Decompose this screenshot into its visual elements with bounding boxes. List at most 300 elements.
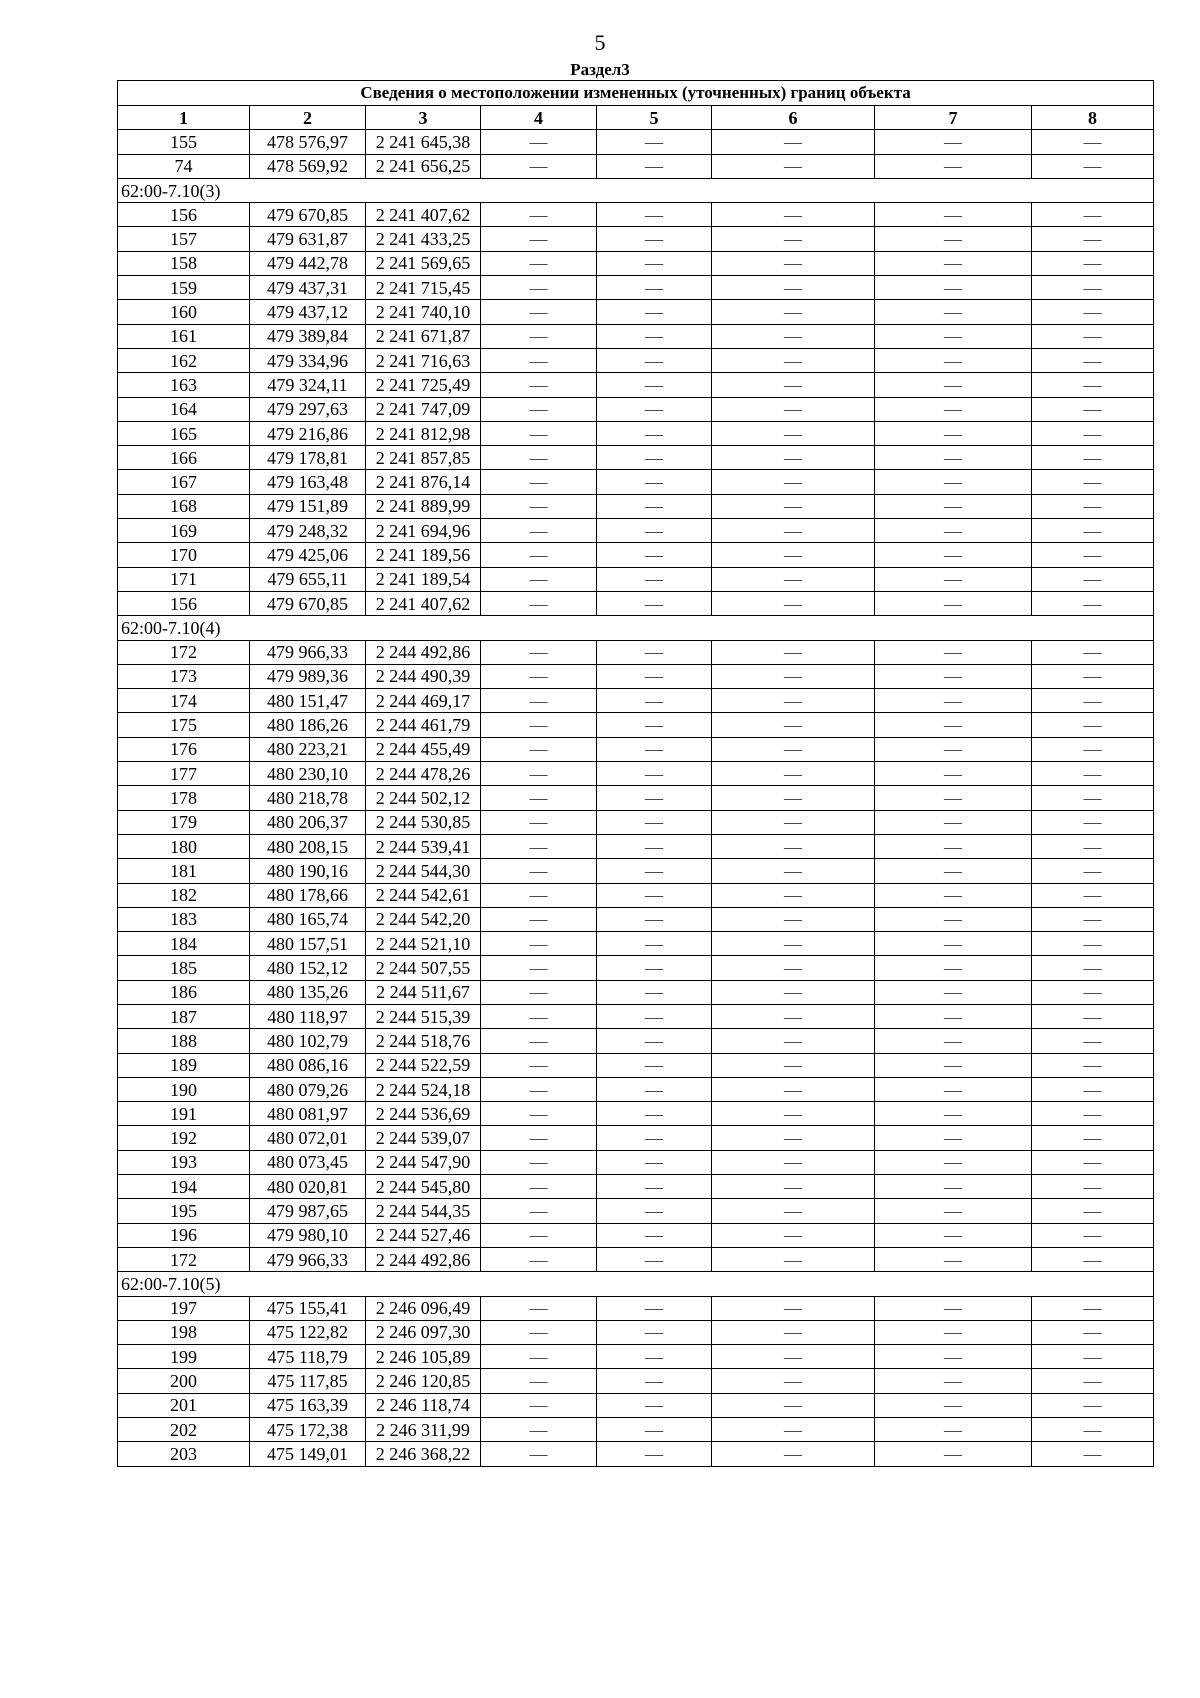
- empty-mark-col-8: —: [1032, 276, 1154, 300]
- empty-mark-col-7: —: [875, 373, 1032, 397]
- empty-mark-col-8: —: [1032, 1418, 1154, 1442]
- empty-mark-col-5: —: [597, 300, 712, 324]
- empty-mark-col-7: —: [875, 1199, 1032, 1223]
- empty-mark-col-7: —: [875, 1053, 1032, 1077]
- empty-mark-col-6: —: [712, 154, 875, 178]
- empty-mark-col-5: —: [597, 932, 712, 956]
- group-label: 62:00-7.10(4): [118, 616, 1154, 640]
- table-row: [118, 834, 1154, 858]
- point-number-cell: 166: [118, 446, 250, 470]
- empty-mark-col-8: —: [1032, 956, 1154, 980]
- point-number-cell: 175: [118, 713, 250, 737]
- empty-mark-col-7: —: [875, 348, 1032, 372]
- y-coordinate-cell: 2 246 311,99: [366, 1418, 481, 1442]
- table-row: [118, 1418, 1154, 1442]
- empty-mark-col-4: —: [481, 1077, 597, 1101]
- empty-mark-col-5: —: [597, 1369, 712, 1393]
- y-coordinate-cell: 2 246 118,74: [366, 1393, 481, 1417]
- empty-mark-col-6: —: [712, 980, 875, 1004]
- empty-mark-col-4: —: [481, 810, 597, 834]
- point-number-cell: 202: [118, 1418, 250, 1442]
- empty-mark-col-6: —: [712, 664, 875, 688]
- section-title: Раздел3: [570, 60, 630, 79]
- point-number-cell: 159: [118, 276, 250, 300]
- point-number-cell: 199: [118, 1345, 250, 1369]
- empty-mark-col-5: —: [597, 1442, 712, 1466]
- x-coordinate-cell: 480 186,26: [250, 713, 366, 737]
- y-coordinate-cell: 2 241 889,99: [366, 494, 481, 518]
- empty-mark-col-7: —: [875, 1077, 1032, 1101]
- column-header-4: 4: [481, 106, 597, 130]
- empty-mark-col-6: —: [712, 1175, 875, 1199]
- x-coordinate-cell: 479 655,11: [250, 567, 366, 591]
- point-number-cell: 164: [118, 397, 250, 421]
- empty-mark-col-6: —: [712, 421, 875, 445]
- x-coordinate-cell: 480 072,01: [250, 1126, 366, 1150]
- empty-mark-col-6: —: [712, 203, 875, 227]
- empty-mark-col-6: —: [712, 1223, 875, 1247]
- empty-mark-col-7: —: [875, 251, 1032, 275]
- empty-mark-col-4: —: [481, 421, 597, 445]
- empty-mark-col-7: —: [875, 446, 1032, 470]
- point-number-cell: 162: [118, 348, 250, 372]
- group-row: [118, 178, 1154, 202]
- x-coordinate-cell: 475 163,39: [250, 1393, 366, 1417]
- empty-mark-col-6: —: [712, 397, 875, 421]
- empty-mark-col-6: —: [712, 1029, 875, 1053]
- point-number-cell: 201: [118, 1393, 250, 1417]
- empty-mark-col-7: —: [875, 980, 1032, 1004]
- x-coordinate-cell: 480 079,26: [250, 1077, 366, 1101]
- table-row: [118, 1442, 1154, 1466]
- table-row: [118, 373, 1154, 397]
- point-number-cell: 203: [118, 1442, 250, 1466]
- empty-mark-col-5: —: [597, 640, 712, 664]
- y-coordinate-cell: 2 241 569,65: [366, 251, 481, 275]
- point-number-cell: 161: [118, 324, 250, 348]
- empty-mark-col-6: —: [712, 1199, 875, 1223]
- y-coordinate-cell: 2 241 671,87: [366, 324, 481, 348]
- y-coordinate-cell: 2 241 694,96: [366, 519, 481, 543]
- point-number-cell: 186: [118, 980, 250, 1004]
- table-row: [118, 300, 1154, 324]
- y-coordinate-cell: 2 241 715,45: [366, 276, 481, 300]
- empty-mark-col-6: —: [712, 737, 875, 761]
- empty-mark-col-7: —: [875, 519, 1032, 543]
- y-coordinate-cell: 2 246 120,85: [366, 1369, 481, 1393]
- point-number-cell: 172: [118, 640, 250, 664]
- x-coordinate-cell: 479 389,84: [250, 324, 366, 348]
- empty-mark-col-4: —: [481, 762, 597, 786]
- x-coordinate-cell: 475 172,38: [250, 1418, 366, 1442]
- empty-mark-col-8: —: [1032, 324, 1154, 348]
- empty-mark-col-5: —: [597, 1102, 712, 1126]
- table-row: [118, 276, 1154, 300]
- empty-mark-col-8: —: [1032, 980, 1154, 1004]
- point-number-cell: 198: [118, 1320, 250, 1344]
- table-row: [118, 251, 1154, 275]
- y-coordinate-cell: 2 244 502,12: [366, 786, 481, 810]
- point-number-cell: 182: [118, 883, 250, 907]
- empty-mark-col-4: —: [481, 227, 597, 251]
- empty-mark-col-7: —: [875, 130, 1032, 154]
- empty-mark-col-5: —: [597, 1175, 712, 1199]
- column-header-3: 3: [366, 106, 481, 130]
- x-coordinate-cell: 479 163,48: [250, 470, 366, 494]
- empty-mark-col-4: —: [481, 348, 597, 372]
- table-head: [118, 81, 1154, 130]
- empty-mark-col-6: —: [712, 1296, 875, 1320]
- group-row: [118, 616, 1154, 640]
- empty-mark-col-4: —: [481, 154, 597, 178]
- table-row: [118, 664, 1154, 688]
- y-coordinate-cell: 2 241 747,09: [366, 397, 481, 421]
- empty-mark-col-5: —: [597, 1247, 712, 1271]
- point-number-cell: 174: [118, 689, 250, 713]
- table-row: [118, 1369, 1154, 1393]
- table-row: [118, 640, 1154, 664]
- point-number-cell: 197: [118, 1296, 250, 1320]
- table-row: [118, 203, 1154, 227]
- x-coordinate-cell: 479 442,78: [250, 251, 366, 275]
- empty-mark-col-8: —: [1032, 519, 1154, 543]
- empty-mark-col-8: —: [1032, 834, 1154, 858]
- empty-mark-col-7: —: [875, 859, 1032, 883]
- column-header-6: 6: [712, 106, 875, 130]
- y-coordinate-cell: 2 244 522,59: [366, 1053, 481, 1077]
- empty-mark-col-4: —: [481, 543, 597, 567]
- empty-mark-col-8: —: [1032, 762, 1154, 786]
- empty-mark-col-6: —: [712, 446, 875, 470]
- table-row: [118, 1393, 1154, 1417]
- x-coordinate-cell: 479 425,06: [250, 543, 366, 567]
- empty-mark-col-5: —: [597, 1418, 712, 1442]
- point-number-cell: 163: [118, 373, 250, 397]
- y-coordinate-cell: 2 244 461,79: [366, 713, 481, 737]
- x-coordinate-cell: 480 102,79: [250, 1029, 366, 1053]
- empty-mark-col-4: —: [481, 1126, 597, 1150]
- empty-mark-col-6: —: [712, 470, 875, 494]
- empty-mark-col-7: —: [875, 324, 1032, 348]
- y-coordinate-cell: 2 244 539,07: [366, 1126, 481, 1150]
- y-coordinate-cell: 2 246 368,22: [366, 1442, 481, 1466]
- point-number-cell: 157: [118, 227, 250, 251]
- table-row: [118, 1199, 1154, 1223]
- table-row: [118, 859, 1154, 883]
- empty-mark-col-4: —: [481, 300, 597, 324]
- empty-mark-col-6: —: [712, 1077, 875, 1101]
- point-number-cell: 167: [118, 470, 250, 494]
- point-number-cell: 172: [118, 1247, 250, 1271]
- y-coordinate-cell: 2 244 515,39: [366, 1004, 481, 1028]
- empty-mark-col-4: —: [481, 519, 597, 543]
- empty-mark-col-4: —: [481, 494, 597, 518]
- empty-mark-col-7: —: [875, 543, 1032, 567]
- table-row: [118, 446, 1154, 470]
- empty-mark-col-6: —: [712, 276, 875, 300]
- empty-mark-col-6: —: [712, 1369, 875, 1393]
- empty-mark-col-8: —: [1032, 1320, 1154, 1344]
- y-coordinate-cell: 2 244 536,69: [366, 1102, 481, 1126]
- empty-mark-col-5: —: [597, 543, 712, 567]
- table-caption: Сведения о местоположении измененных (уточненных) границ объекта: [118, 81, 1154, 106]
- boundary-coordinates-table: [117, 80, 1154, 1467]
- x-coordinate-cell: 480 190,16: [250, 859, 366, 883]
- empty-mark-col-4: —: [481, 1247, 597, 1271]
- table-row: [118, 1053, 1154, 1077]
- x-coordinate-cell: 479 151,89: [250, 494, 366, 518]
- empty-mark-col-5: —: [597, 980, 712, 1004]
- x-coordinate-cell: 479 437,12: [250, 300, 366, 324]
- empty-mark-col-6: —: [712, 640, 875, 664]
- empty-mark-col-4: —: [481, 834, 597, 858]
- x-coordinate-cell: 475 117,85: [250, 1369, 366, 1393]
- point-number-cell: 156: [118, 203, 250, 227]
- y-coordinate-cell: 2 244 478,26: [366, 762, 481, 786]
- point-number-cell: 173: [118, 664, 250, 688]
- empty-mark-col-6: —: [712, 130, 875, 154]
- empty-mark-col-7: —: [875, 1029, 1032, 1053]
- empty-mark-col-7: —: [875, 1004, 1032, 1028]
- empty-mark-col-8: —: [1032, 737, 1154, 761]
- empty-mark-col-4: —: [481, 1418, 597, 1442]
- y-coordinate-cell: 2 241 812,98: [366, 421, 481, 445]
- empty-mark-col-6: —: [712, 227, 875, 251]
- table-row: [118, 762, 1154, 786]
- table-row: [118, 130, 1154, 154]
- empty-mark-col-5: —: [597, 421, 712, 445]
- table-row: [118, 591, 1154, 615]
- empty-mark-col-8: —: [1032, 1004, 1154, 1028]
- empty-mark-col-5: —: [597, 907, 712, 931]
- empty-mark-col-4: —: [481, 1369, 597, 1393]
- x-coordinate-cell: 480 081,97: [250, 1102, 366, 1126]
- empty-mark-col-5: —: [597, 446, 712, 470]
- empty-mark-col-5: —: [597, 786, 712, 810]
- empty-mark-col-6: —: [712, 834, 875, 858]
- y-coordinate-cell: 2 244 539,41: [366, 834, 481, 858]
- empty-mark-col-7: —: [875, 1247, 1032, 1271]
- empty-mark-col-8: —: [1032, 786, 1154, 810]
- empty-mark-col-7: —: [875, 154, 1032, 178]
- empty-mark-col-7: —: [875, 276, 1032, 300]
- empty-mark-col-8: —: [1032, 421, 1154, 445]
- empty-mark-col-5: —: [597, 1223, 712, 1247]
- empty-mark-col-7: —: [875, 786, 1032, 810]
- x-coordinate-cell: 479 980,10: [250, 1223, 366, 1247]
- y-coordinate-cell: 2 244 511,67: [366, 980, 481, 1004]
- empty-mark-col-6: —: [712, 810, 875, 834]
- table-row: [118, 713, 1154, 737]
- y-coordinate-cell: 2 244 455,49: [366, 737, 481, 761]
- empty-mark-col-8: —: [1032, 1175, 1154, 1199]
- empty-mark-col-5: —: [597, 276, 712, 300]
- caption-row: [118, 81, 1154, 106]
- empty-mark-col-4: —: [481, 1199, 597, 1223]
- y-coordinate-cell: 2 244 507,55: [366, 956, 481, 980]
- empty-mark-col-7: —: [875, 397, 1032, 421]
- empty-mark-col-5: —: [597, 130, 712, 154]
- empty-mark-col-6: —: [712, 1418, 875, 1442]
- x-coordinate-cell: 479 631,87: [250, 227, 366, 251]
- empty-mark-col-6: —: [712, 251, 875, 275]
- y-coordinate-cell: 2 244 545,80: [366, 1175, 481, 1199]
- y-coordinate-cell: 2 244 518,76: [366, 1029, 481, 1053]
- y-coordinate-cell: 2 244 544,35: [366, 1199, 481, 1223]
- y-coordinate-cell: 2 246 105,89: [366, 1345, 481, 1369]
- empty-mark-col-7: —: [875, 203, 1032, 227]
- table-row: [118, 543, 1154, 567]
- empty-mark-col-7: —: [875, 762, 1032, 786]
- empty-mark-col-8: —: [1032, 907, 1154, 931]
- x-coordinate-cell: 479 297,63: [250, 397, 366, 421]
- empty-mark-col-4: —: [481, 1296, 597, 1320]
- empty-mark-col-4: —: [481, 1442, 597, 1466]
- empty-mark-col-6: —: [712, 1320, 875, 1344]
- empty-mark-col-8: —: [1032, 883, 1154, 907]
- empty-mark-col-7: —: [875, 1418, 1032, 1442]
- point-number-cell: 180: [118, 834, 250, 858]
- empty-mark-col-8: —: [1032, 640, 1154, 664]
- empty-mark-col-8: —: [1032, 689, 1154, 713]
- empty-mark-col-6: —: [712, 1247, 875, 1271]
- x-coordinate-cell: 480 218,78: [250, 786, 366, 810]
- empty-mark-col-5: —: [597, 203, 712, 227]
- empty-mark-col-7: —: [875, 956, 1032, 980]
- empty-mark-col-5: —: [597, 470, 712, 494]
- empty-mark-col-6: —: [712, 348, 875, 372]
- table-row: [118, 1296, 1154, 1320]
- empty-mark-col-4: —: [481, 373, 597, 397]
- empty-mark-col-4: —: [481, 786, 597, 810]
- y-coordinate-cell: 2 246 096,49: [366, 1296, 481, 1320]
- table-row: [118, 1004, 1154, 1028]
- table-row: [118, 786, 1154, 810]
- empty-mark-col-7: —: [875, 1296, 1032, 1320]
- empty-mark-col-8: —: [1032, 810, 1154, 834]
- y-coordinate-cell: 2 244 524,18: [366, 1077, 481, 1101]
- x-coordinate-cell: 480 223,21: [250, 737, 366, 761]
- point-number-cell: 195: [118, 1199, 250, 1223]
- x-coordinate-cell: 480 165,74: [250, 907, 366, 931]
- x-coordinate-cell: 480 118,97: [250, 1004, 366, 1028]
- x-coordinate-cell: 479 437,31: [250, 276, 366, 300]
- x-coordinate-cell: 478 569,92: [250, 154, 366, 178]
- y-coordinate-cell: 2 241 656,25: [366, 154, 481, 178]
- empty-mark-col-6: —: [712, 883, 875, 907]
- empty-mark-col-4: —: [481, 591, 597, 615]
- empty-mark-col-6: —: [712, 1102, 875, 1126]
- empty-mark-col-4: —: [481, 1150, 597, 1174]
- point-number-cell: 191: [118, 1102, 250, 1126]
- table-row: [118, 227, 1154, 251]
- x-coordinate-cell: 479 178,81: [250, 446, 366, 470]
- empty-mark-col-5: —: [597, 664, 712, 688]
- empty-mark-col-8: —: [1032, 397, 1154, 421]
- point-number-cell: 177: [118, 762, 250, 786]
- point-number-cell: 188: [118, 1029, 250, 1053]
- empty-mark-col-6: —: [712, 519, 875, 543]
- table-row: [118, 154, 1154, 178]
- empty-mark-col-8: —: [1032, 932, 1154, 956]
- empty-mark-col-7: —: [875, 1442, 1032, 1466]
- empty-mark-col-4: —: [481, 276, 597, 300]
- x-coordinate-cell: 480 152,12: [250, 956, 366, 980]
- empty-mark-col-5: —: [597, 1126, 712, 1150]
- empty-mark-col-6: —: [712, 762, 875, 786]
- point-number-cell: 170: [118, 543, 250, 567]
- empty-mark-col-6: —: [712, 1150, 875, 1174]
- empty-mark-col-4: —: [481, 932, 597, 956]
- y-coordinate-cell: 2 244 542,20: [366, 907, 481, 931]
- empty-mark-col-4: —: [481, 251, 597, 275]
- y-coordinate-cell: 2 241 189,54: [366, 567, 481, 591]
- empty-mark-col-6: —: [712, 543, 875, 567]
- empty-mark-col-7: —: [875, 470, 1032, 494]
- y-coordinate-cell: 2 244 544,30: [366, 859, 481, 883]
- x-coordinate-cell: 480 135,26: [250, 980, 366, 1004]
- table-row: [118, 494, 1154, 518]
- point-number-cell: 192: [118, 1126, 250, 1150]
- empty-mark-col-5: —: [597, 1199, 712, 1223]
- empty-mark-col-5: —: [597, 713, 712, 737]
- x-coordinate-cell: 479 334,96: [250, 348, 366, 372]
- table-row: [118, 1247, 1154, 1271]
- y-coordinate-cell: 2 241 189,56: [366, 543, 481, 567]
- empty-mark-col-8: —: [1032, 1077, 1154, 1101]
- table-row: [118, 956, 1154, 980]
- column-header-1: 1: [118, 106, 250, 130]
- empty-mark-col-5: —: [597, 397, 712, 421]
- empty-mark-col-5: —: [597, 324, 712, 348]
- empty-mark-col-7: —: [875, 737, 1032, 761]
- point-number-cell: 181: [118, 859, 250, 883]
- empty-mark-col-5: —: [597, 956, 712, 980]
- empty-mark-col-7: —: [875, 1175, 1032, 1199]
- empty-mark-col-8: —: [1032, 1247, 1154, 1271]
- table-row: [118, 1320, 1154, 1344]
- point-number-cell: 179: [118, 810, 250, 834]
- x-coordinate-cell: 475 122,82: [250, 1320, 366, 1344]
- column-header-5: 5: [597, 106, 712, 130]
- empty-mark-col-8: —: [1032, 154, 1154, 178]
- empty-mark-col-6: —: [712, 494, 875, 518]
- x-coordinate-cell: 479 248,32: [250, 519, 366, 543]
- empty-mark-col-8: —: [1032, 591, 1154, 615]
- empty-mark-col-6: —: [712, 373, 875, 397]
- empty-mark-col-4: —: [481, 1345, 597, 1369]
- empty-mark-col-8: —: [1032, 859, 1154, 883]
- x-coordinate-cell: 479 670,85: [250, 591, 366, 615]
- empty-mark-col-5: —: [597, 567, 712, 591]
- empty-mark-col-4: —: [481, 1004, 597, 1028]
- table-row: [118, 737, 1154, 761]
- empty-mark-col-6: —: [712, 1004, 875, 1028]
- empty-mark-col-4: —: [481, 397, 597, 421]
- table-body: [118, 130, 1154, 1466]
- empty-mark-col-4: —: [481, 203, 597, 227]
- x-coordinate-cell: 480 178,66: [250, 883, 366, 907]
- group-label: 62:00-7.10(5): [118, 1272, 1154, 1296]
- empty-mark-col-4: —: [481, 689, 597, 713]
- point-number-cell: 176: [118, 737, 250, 761]
- empty-mark-col-6: —: [712, 591, 875, 615]
- empty-mark-col-5: —: [597, 1004, 712, 1028]
- point-number-cell: 160: [118, 300, 250, 324]
- empty-mark-col-5: —: [597, 810, 712, 834]
- empty-mark-col-4: —: [481, 446, 597, 470]
- empty-mark-col-5: —: [597, 373, 712, 397]
